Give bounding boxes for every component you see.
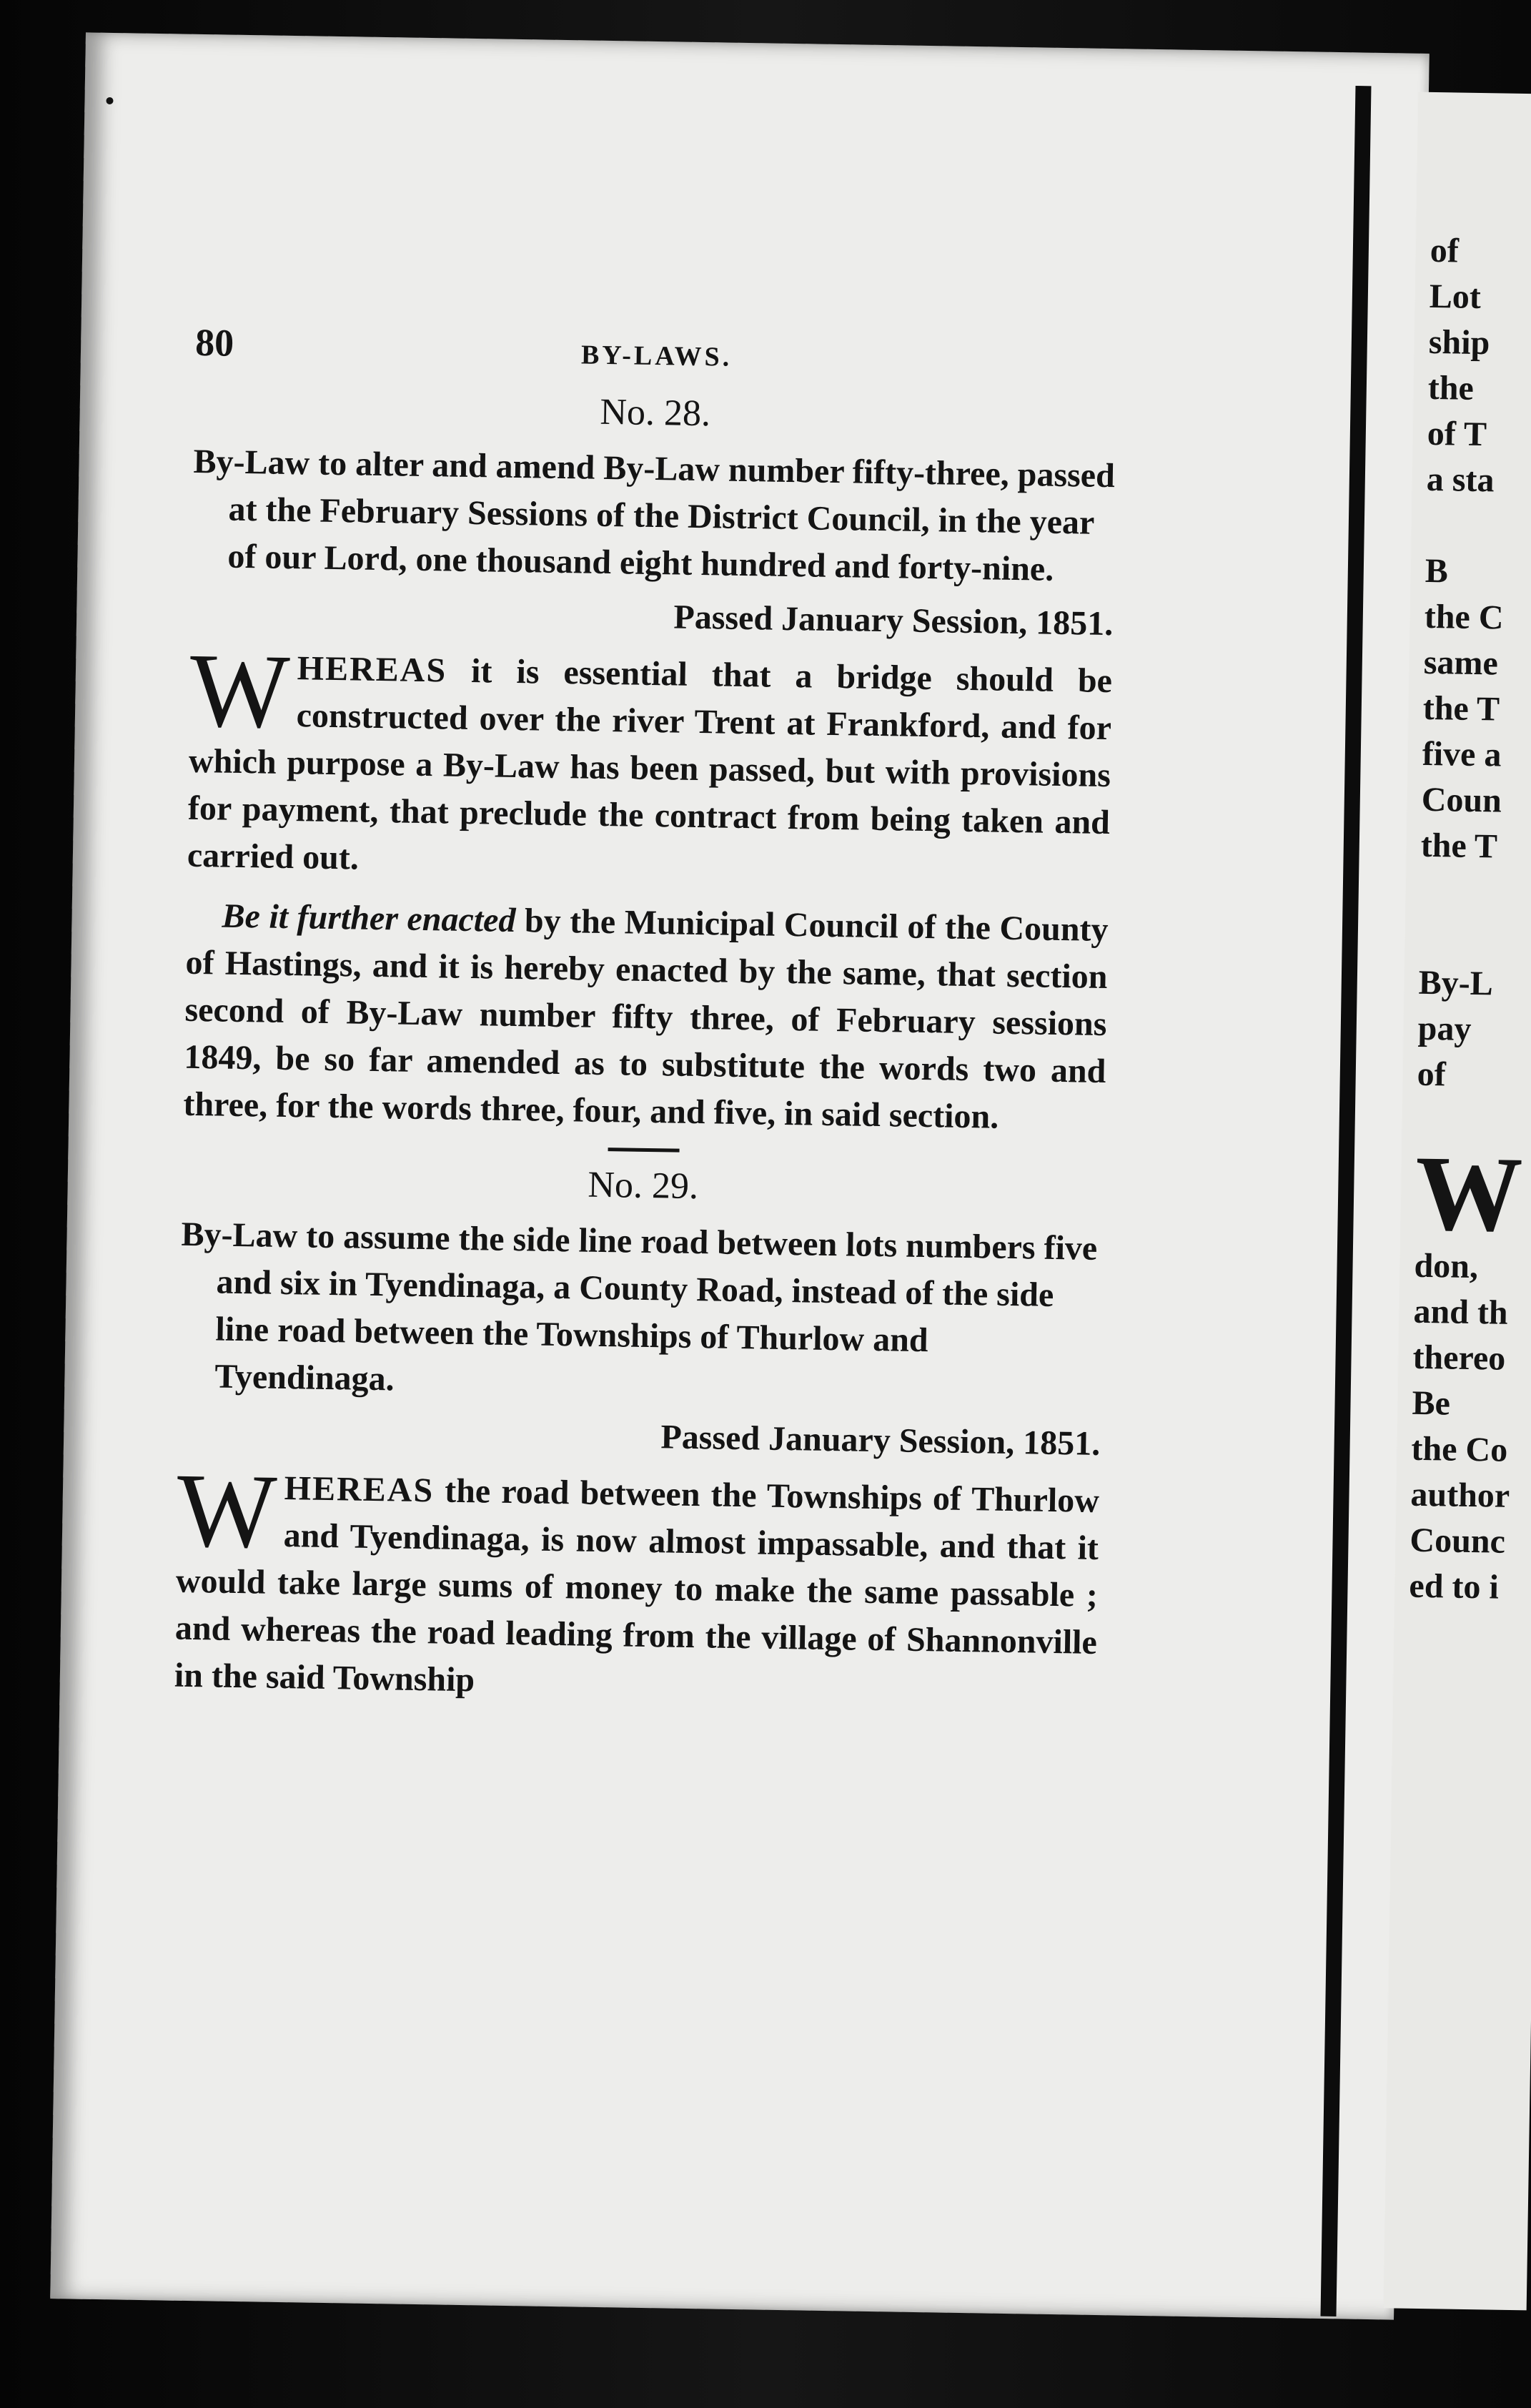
- right-page-line: five a: [1422, 734, 1502, 774]
- right-page-line: B: [1425, 551, 1449, 591]
- right-page-line: W: [1414, 1133, 1524, 1255]
- bylaw-number: No. 28.: [600, 391, 711, 435]
- bylaw-title: By-Law to alter and amend By-Law number fifty-three, passed at the February Sessions of the District Council, in the year of our Lord, one thousand eight hundred and forty-nine.: [193, 442, 1116, 588]
- whereas-paragraph: [174, 1451, 1100, 1714]
- section-divider: [608, 1148, 680, 1153]
- running-head: [194, 320, 1117, 392]
- bylaw-title: By-Law to assume the side line road between lots numbers five and six in Tyendinaga, a County Road, instead of the side line road between the Townships of Thurlow and Tyendinaga.: [181, 1215, 1098, 1398]
- whereas-text: the road between the Townships of Thurlow and Tyendinaga, is now almost impassable, and that it would take large sums of money to make the same passable ; and whereas the road leading from the village of Shannonville in the said Township: [174, 1471, 1100, 1699]
- passed-date: Passed January Session, 1851.: [660, 1418, 1101, 1463]
- right-page-line: By-L: [1418, 963, 1494, 1003]
- whereas-paragraph: [187, 631, 1113, 894]
- right-page-line: don,: [1414, 1246, 1479, 1286]
- right-page-line: the T: [1420, 826, 1498, 866]
- ink-speck: [106, 97, 113, 104]
- right-page-line: of: [1430, 231, 1460, 270]
- whereas-lead: HEREAS: [297, 649, 447, 690]
- bylaw-29: [174, 1158, 1104, 1714]
- whereas-text: it is essential that a bridge should be constructed over the river Trent at Frankford, and for which purpose a By-Law has been passed, but with provisions for payment, that preclude the contract from being taken and carried out.: [187, 651, 1113, 877]
- right-page-line: of: [1417, 1055, 1447, 1094]
- right-page-line: the T: [1422, 689, 1500, 729]
- right-page-line: of T: [1427, 414, 1487, 454]
- right-page-line: [1419, 869, 1531, 917]
- right-page-line: ship: [1428, 322, 1490, 362]
- page-content: [174, 320, 1117, 1727]
- bylaw-number: No. 29.: [588, 1164, 699, 1208]
- right-page-line: the: [1427, 368, 1475, 408]
- right-page-line: a sta: [1426, 460, 1495, 500]
- passed-date: Passed January Session, 1851.: [673, 598, 1114, 643]
- right-page-line: [1425, 503, 1531, 551]
- bylaw-28: [183, 385, 1116, 1143]
- page-number: 80: [194, 320, 234, 365]
- right-page-line: author: [1410, 1475, 1510, 1515]
- right-page-line: Counc: [1409, 1521, 1506, 1561]
- right-page-line: ed to i: [1409, 1566, 1500, 1607]
- running-head-title: BY-LAWS.: [580, 340, 733, 372]
- enacted-phrase: Be it further enacted: [222, 897, 516, 940]
- right-page-line: Be: [1412, 1383, 1451, 1423]
- enacting-text: by the Municipal Council of the County of Hastings, and it is hereby enacted by the same, that section second of By-Law number fifty three, of February sessions 1849, be so far amended as to substitute the words two and three, for the words three, four, and five, in said section.: [183, 902, 1109, 1136]
- right-page-line: the Co: [1411, 1429, 1508, 1469]
- right-page-line: Lot: [1429, 277, 1482, 317]
- right-page-line: pay: [1417, 1009, 1472, 1048]
- right-page-text: [1409, 228, 1531, 1612]
- drop-cap: W: [176, 1451, 278, 1571]
- right-page-line: thereo: [1412, 1338, 1506, 1378]
- right-page-line: [1419, 914, 1531, 962]
- whereas-lead: HEREAS: [284, 1469, 435, 1510]
- right-page-line: same: [1423, 643, 1499, 683]
- right-page-line: the C: [1424, 597, 1504, 637]
- left-page: [50, 32, 1430, 2319]
- right-page-line: and th: [1413, 1292, 1509, 1332]
- drop-cap: W: [189, 631, 291, 751]
- enacting-paragraph: [183, 892, 1109, 1143]
- right-page-line: Coun: [1421, 780, 1502, 820]
